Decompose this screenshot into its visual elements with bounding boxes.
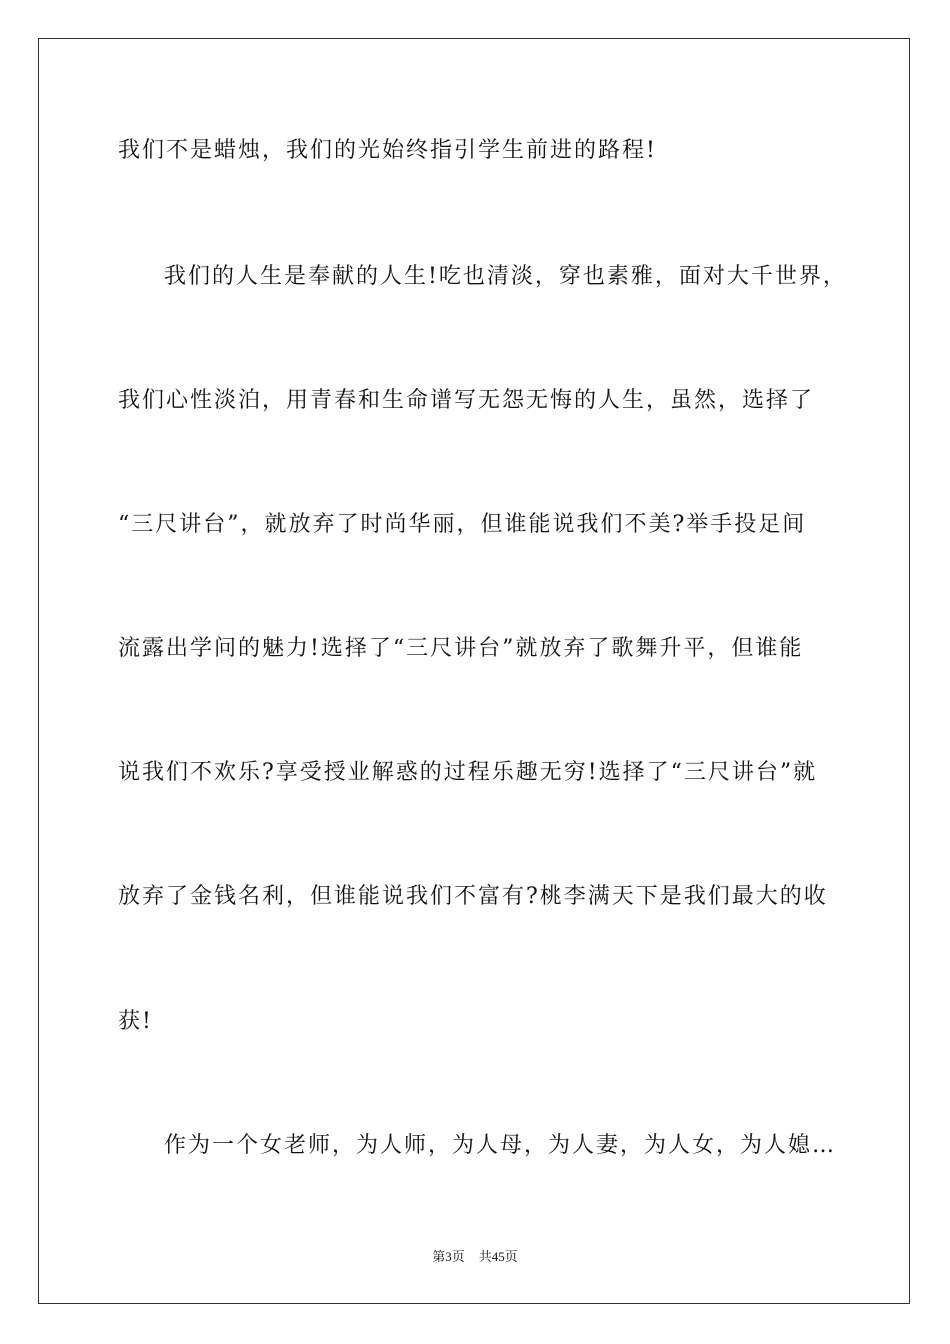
paragraph-line: 作为一个女老师，为人师，为人母，为人妻，为人女，为人媳… — [164, 1133, 837, 1158]
page-number: 第3页 — [432, 1249, 465, 1264]
paragraph-line: 我们不是蜡烛，我们的光始终指引学生前进的路程! — [118, 138, 657, 163]
page-footer — [0, 1248, 950, 1266]
paragraph-line: 我们的人生是奉献的人生!吃也清淡，穿也素雅，面对大千世界， — [164, 264, 847, 289]
paragraph-line: 流露出学问的魅力!选择了“三尺讲台”就放弃了歌舞升平，但谁能 — [118, 636, 804, 661]
paragraph-line: “三尺讲台”，就放弃了时尚华丽，但谁能说我们不美?举手投足间 — [118, 512, 807, 537]
paragraph-line: 说我们不欢乐?享受授业解惑的过程乐趣无穷!选择了“三尺讲台”就 — [118, 760, 818, 785]
paragraph-line: 放弃了金钱名利，但谁能说我们不富有?桃李满天下是我们最大的收 — [118, 884, 828, 909]
page-total: 共45页 — [478, 1249, 518, 1264]
paragraph-line: 我们心性淡泊，用青春和生命谱写无怨无悔的人生，虽然，选择了 — [118, 388, 815, 413]
page-border — [38, 38, 910, 1304]
paragraph-line: 获! — [118, 1009, 153, 1034]
